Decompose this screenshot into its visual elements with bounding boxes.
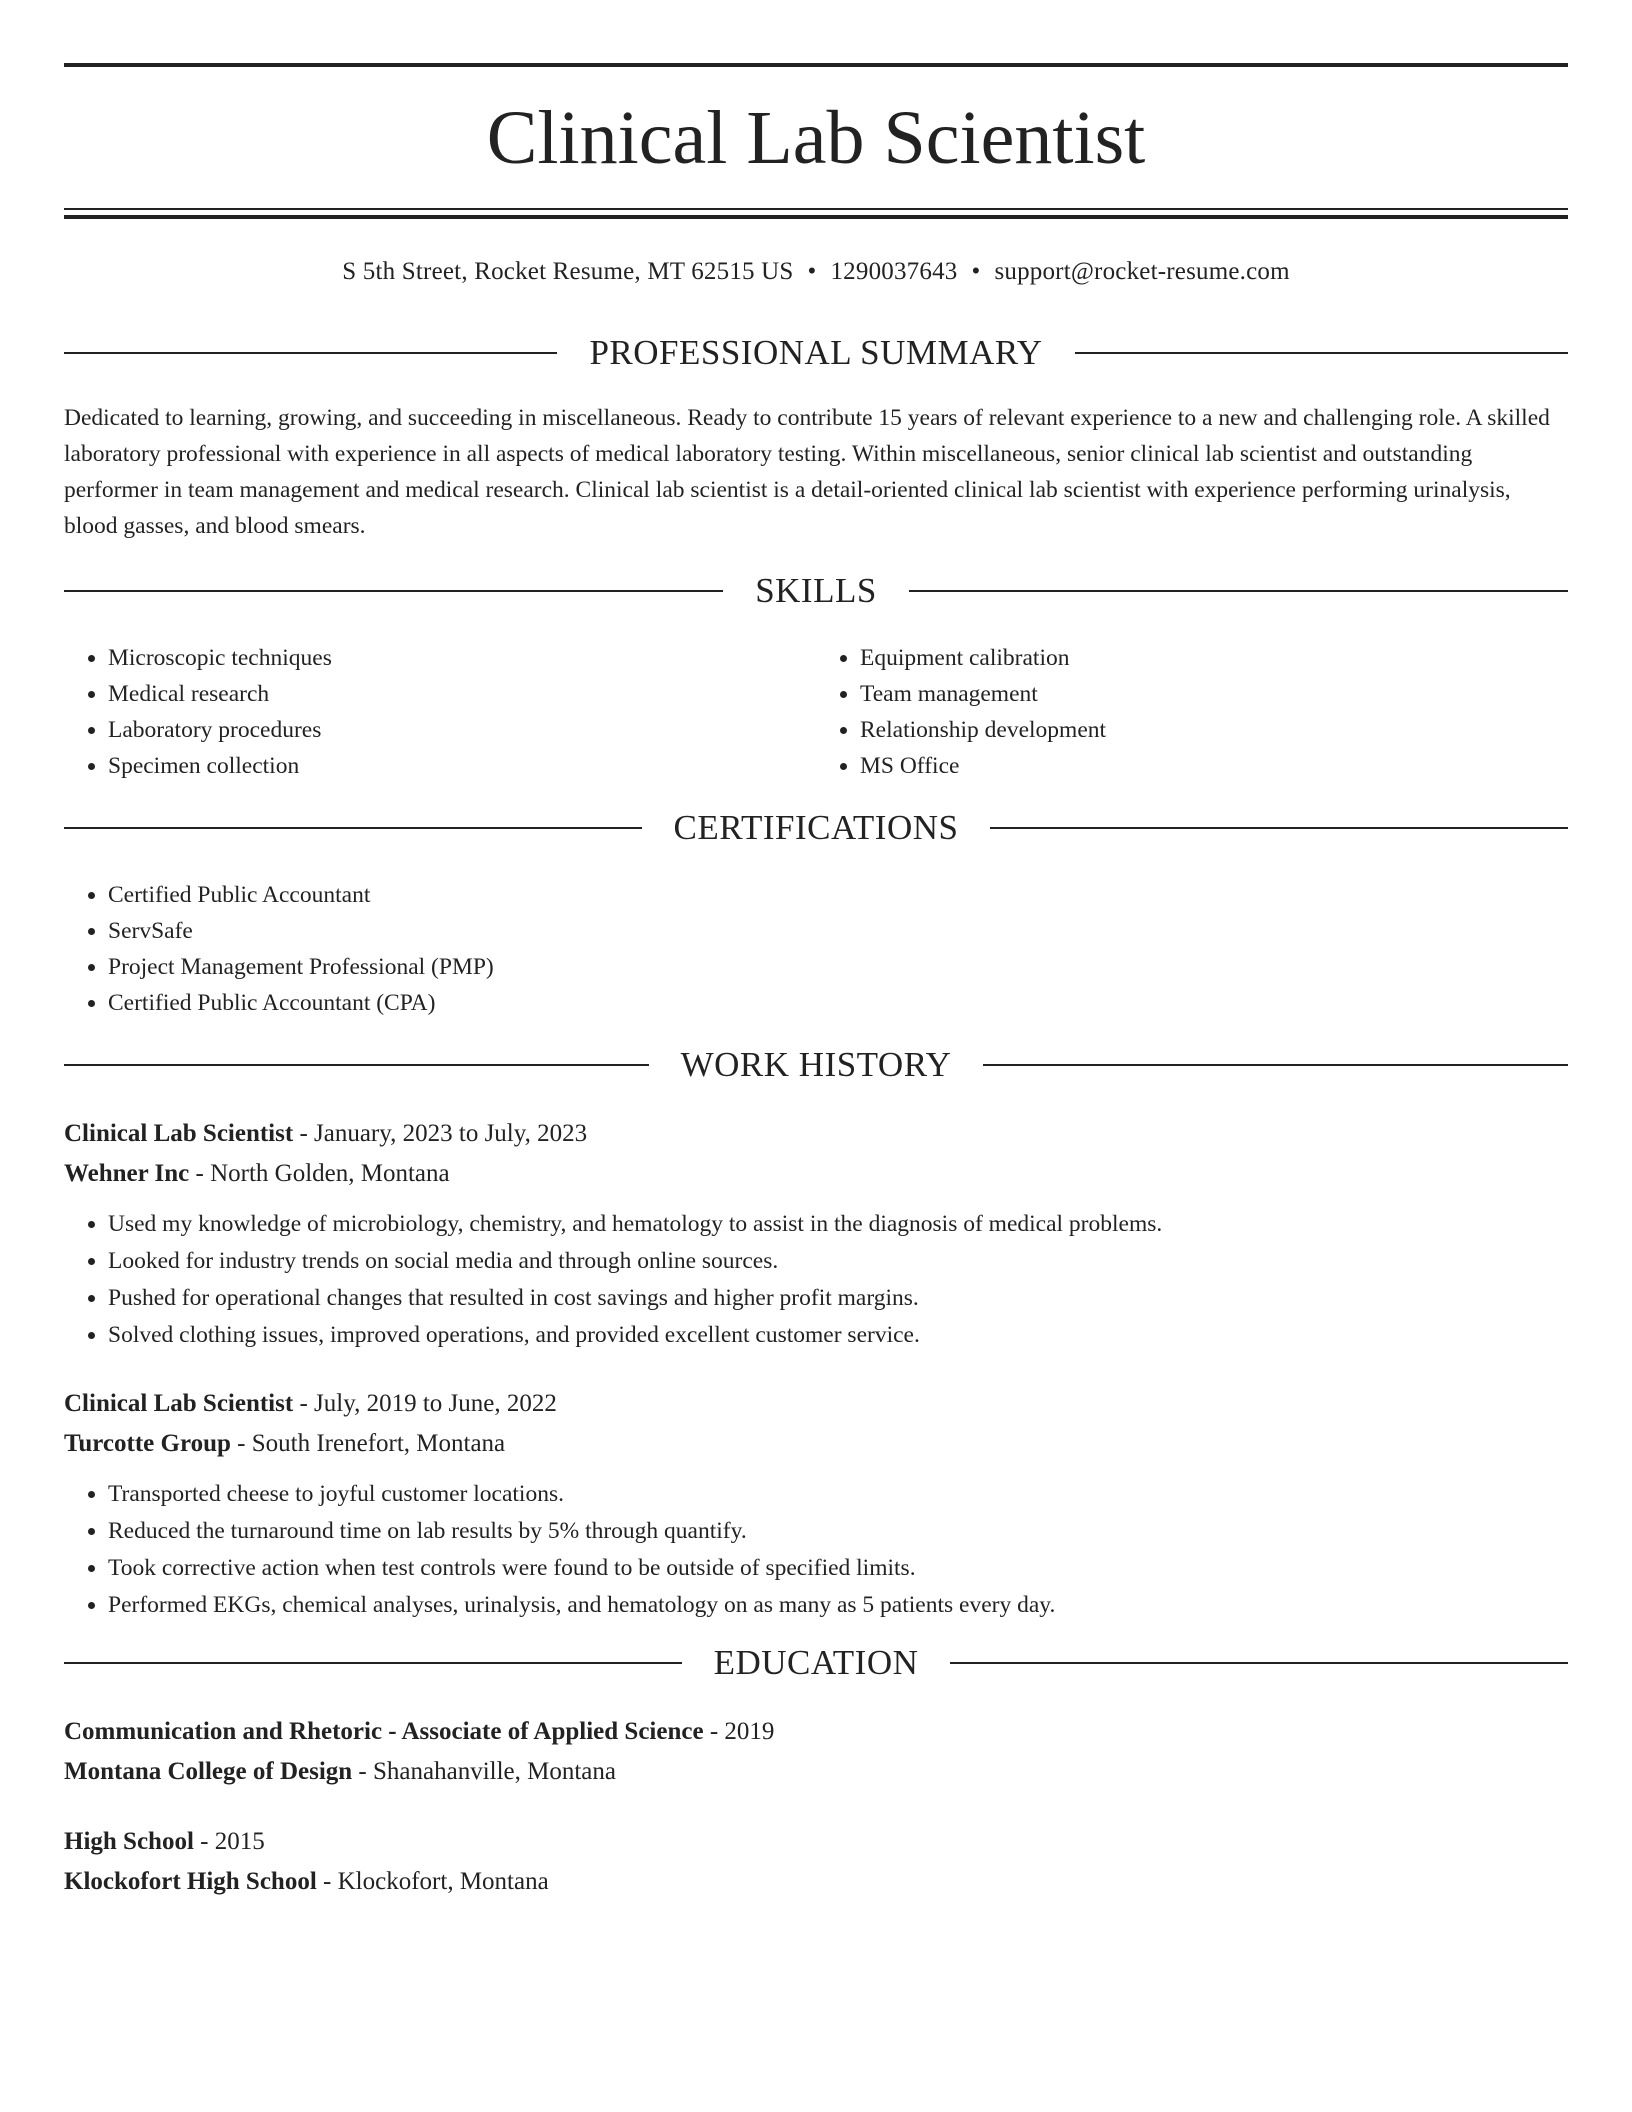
contact-separator: • <box>971 258 981 285</box>
section-title: CERTIFICATIONS <box>673 808 959 847</box>
section-rule <box>1075 352 1568 354</box>
section-rule <box>909 590 1568 592</box>
education-year: - 2015 <box>193 1828 265 1855</box>
section-heading-education <box>64 1640 1568 1686</box>
skill-item: • Relationship development <box>860 712 1568 748</box>
skill-item: • Medical research <box>108 676 816 712</box>
job-bullet: • Solved clothing issues, improved operations, and provided excellent customer service. <box>108 1317 1568 1354</box>
job-title: Clinical Lab Scientist <box>64 1390 294 1417</box>
certification-item: • ServSafe <box>108 913 1568 949</box>
section-title: WORK HISTORY <box>680 1045 952 1084</box>
education-degree: High School <box>64 1828 194 1855</box>
contact-phone: 1290037643 <box>830 258 958 285</box>
section-rule <box>983 1064 1568 1066</box>
certification-item: • Certified Public Accountant <box>108 877 1568 913</box>
section-rule <box>64 1064 649 1066</box>
section-heading-certifications <box>64 805 1568 851</box>
job-company-line <box>64 1154 1568 1194</box>
education-school-line <box>64 1752 1568 1792</box>
section-rule <box>950 1662 1568 1664</box>
education-entry <box>64 1712 1568 1792</box>
job-location: - South Irenefort, Montana <box>230 1430 506 1457</box>
job-company-line <box>64 1424 1568 1464</box>
job-location: - North Golden, Montana <box>189 1160 450 1187</box>
job-company: Turcotte Group <box>64 1430 231 1457</box>
skills-list-left <box>64 640 816 784</box>
skills-list-right <box>816 640 1568 784</box>
certification-item: • Certified Public Accountant (CPA) <box>108 985 1568 1021</box>
job-bullet: • Looked for industry trends on social media and through online sources. <box>108 1243 1568 1280</box>
skill-item: • MS Office <box>860 748 1568 784</box>
job-dates: - July, 2019 to June, 2022 <box>293 1390 557 1417</box>
header-double-rule <box>64 208 1568 219</box>
job-bullet: • Pushed for operational changes that resulted in cost savings and higher profit margins. <box>108 1280 1568 1317</box>
section-rule <box>64 1662 682 1664</box>
skill-item: • Team management <box>860 676 1568 712</box>
section-heading-skills <box>64 568 1568 614</box>
education-location: - Klockofort, Montana <box>316 1868 549 1895</box>
certifications-list-wrap <box>64 877 1568 1021</box>
job-bullet: • Performed EKGs, chemical analyses, urinalysis, and hematology on as many as 5 patients every day. <box>108 1587 1568 1624</box>
top-rule <box>64 63 1568 67</box>
skill-item: • Microscopic techniques <box>108 640 816 676</box>
section-rule <box>64 352 557 354</box>
section-heading-work <box>64 1042 1568 1088</box>
skills-grid <box>64 640 1568 784</box>
job-title: Clinical Lab Scientist <box>64 1120 294 1147</box>
job-title-line <box>64 1384 1568 1424</box>
contact-email: support@rocket-resume.com <box>994 258 1290 285</box>
education-year: - 2019 <box>703 1718 775 1745</box>
education-degree-line <box>64 1822 1568 1862</box>
job-title-line <box>64 1114 1568 1154</box>
skill-item: • Specimen collection <box>108 748 816 784</box>
skill-item: • Equipment calibration <box>860 640 1568 676</box>
job-company: Wehner Inc <box>64 1160 190 1187</box>
education-entry <box>64 1822 1568 1902</box>
contact-address: S 5th Street, Rocket Resume, MT 62515 US <box>342 258 794 285</box>
job-entry <box>64 1114 1568 1354</box>
job-bullet: • Transported cheese to joyful customer locations. <box>108 1476 1568 1513</box>
certification-item: • Project Management Professional (PMP) <box>108 949 1568 985</box>
section-rule <box>64 590 723 592</box>
job-bullet: • Reduced the turnaround time on lab results by 5% through quantify. <box>108 1513 1568 1550</box>
resume-name: Clinical Lab Scientist <box>486 96 1146 180</box>
education-location: - Shanahanville, Montana <box>352 1758 616 1785</box>
section-title: PROFESSIONAL SUMMARY <box>589 333 1043 372</box>
job-bullet: • Took corrective action when test controls were found to be outside of specified limits. <box>108 1550 1568 1587</box>
contact-line <box>64 252 1568 292</box>
certifications-list <box>64 877 1568 1021</box>
section-rule <box>990 827 1568 829</box>
section-title: SKILLS <box>755 571 877 610</box>
section-title: EDUCATION <box>713 1643 919 1682</box>
education-school: Klockofort High School <box>64 1868 317 1895</box>
job-dates: - January, 2023 to July, 2023 <box>293 1120 588 1147</box>
education-school-line <box>64 1862 1568 1902</box>
section-rule <box>64 827 642 829</box>
education-degree: Communication and Rhetoric - Associate of Applied Science <box>64 1718 704 1745</box>
job-entry <box>64 1384 1568 1624</box>
job-bullet: • Used my knowledge of microbiology, chemistry, and hematology to assist in the diagnosis of medical problems. <box>108 1206 1568 1243</box>
job-bullets <box>64 1476 1568 1624</box>
education-school: Montana College of Design <box>64 1758 353 1785</box>
summary-text: Dedicated to learning, growing, and succeeding in miscellaneous. Ready to contribute 15 years of relevant experience to a new and challenging role. A skilled laboratory professional with experience in all aspects of medical laboratory testing. Within miscellaneous, senior clinical lab scientist and outstanding performer in team management and medical research. Clinical lab scientist is a detail-oriented clinical lab scientist with experience performing urinalysis, blood gasses, and blood smears. <box>64 405 1550 539</box>
skill-item: • Laboratory procedures <box>108 712 816 748</box>
education-degree-line <box>64 1712 1568 1752</box>
section-heading-summary <box>64 330 1568 376</box>
contact-separator: • <box>807 258 817 285</box>
job-bullets <box>64 1206 1568 1354</box>
